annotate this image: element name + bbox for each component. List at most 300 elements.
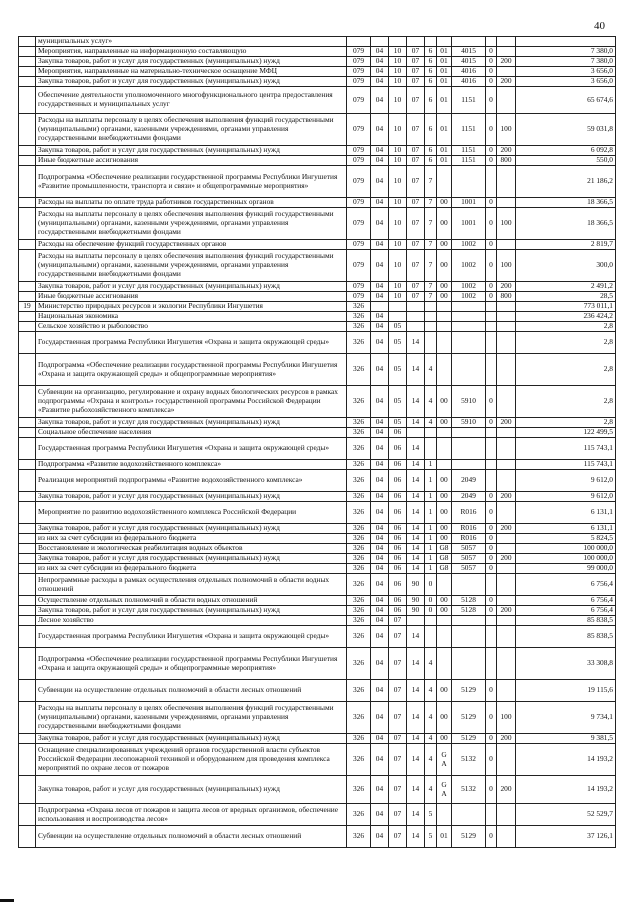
subprogram-code-cell: 6 bbox=[425, 77, 437, 87]
amount-cell: 28,5 bbox=[516, 292, 616, 302]
extra-code-cell: 0 bbox=[486, 744, 497, 776]
expense-name-cell: Субвенции на осуществление отдельных полномочий в области лесных отношений bbox=[36, 680, 347, 702]
table-row bbox=[19, 332, 616, 354]
row-number-cell bbox=[19, 208, 36, 240]
program-code-cell: 14 bbox=[407, 524, 425, 534]
program-code-cell bbox=[407, 322, 425, 332]
program-code-cell: 07 bbox=[407, 47, 425, 57]
amount-cell: 9 612,0 bbox=[516, 492, 616, 502]
subsection-code-cell: 10 bbox=[389, 198, 407, 208]
table-row bbox=[19, 534, 616, 544]
row-number-cell bbox=[19, 332, 36, 354]
program-code-cell: 07 bbox=[407, 208, 425, 240]
direction-code-cell: 1001 bbox=[452, 198, 486, 208]
subprogram-code-cell: 6 bbox=[425, 57, 437, 67]
expense-name-cell: из них за счет субсидии из федерального бюджета bbox=[36, 534, 347, 544]
ministry-code-cell: 326 bbox=[347, 524, 371, 534]
expense-type-code-cell bbox=[497, 744, 516, 776]
section-code-cell: 04 bbox=[371, 146, 389, 156]
expense-name-cell: Закупка товаров, работ и услуг для государственных (муниципальных) нужд bbox=[36, 776, 347, 804]
event-code-cell: 01 bbox=[437, 67, 452, 77]
subprogram-code-cell: 1 bbox=[425, 534, 437, 544]
expense-name-cell: Мероприятия, направленные на информационную составляющую bbox=[36, 47, 347, 57]
event-code-cell: 00 bbox=[437, 502, 452, 524]
subprogram-code-cell: 6 bbox=[425, 87, 437, 114]
extra-code-cell: 0 bbox=[486, 292, 497, 302]
expense-type-code-cell bbox=[497, 428, 516, 438]
amount-cell: 6 756,4 bbox=[516, 574, 616, 596]
direction-code-cell: 5057 bbox=[452, 544, 486, 554]
ministry-code-cell: 326 bbox=[347, 596, 371, 606]
expense-type-code-cell bbox=[497, 438, 516, 460]
expense-name-cell: Подпрограмма «Охрана лесов от пожаров и защита лесов от вредных организмов, обеспечение использования и воспроизводства лесов» bbox=[36, 804, 347, 826]
amount-cell: 6 131,1 bbox=[516, 502, 616, 524]
program-code-cell: 14 bbox=[407, 386, 425, 418]
section-code-cell: 04 bbox=[371, 460, 389, 470]
program-code-cell: 07 bbox=[407, 292, 425, 302]
ministry-code-cell: 079 bbox=[347, 282, 371, 292]
amount-cell: 99 000,0 bbox=[516, 564, 616, 574]
ministry-code-cell: 326 bbox=[347, 648, 371, 680]
section-code-cell: 04 bbox=[371, 322, 389, 332]
row-number-cell: 19 bbox=[19, 302, 36, 312]
program-code-cell: 90 bbox=[407, 606, 425, 616]
subsection-code-cell: 10 bbox=[389, 282, 407, 292]
event-code-cell: 00 bbox=[437, 292, 452, 302]
row-number-cell bbox=[19, 734, 36, 744]
section-code-cell: 04 bbox=[371, 292, 389, 302]
direction-code-cell: 5910 bbox=[452, 386, 486, 418]
expense-type-code-cell: 200 bbox=[497, 57, 516, 67]
expense-name-cell: Восстановление и экологическая реабилитация водных объектов bbox=[36, 544, 347, 554]
amount-cell: 9 612,0 bbox=[516, 470, 616, 492]
expense-type-code-cell bbox=[497, 198, 516, 208]
expense-type-code-cell bbox=[497, 166, 516, 198]
section-code-cell: 04 bbox=[371, 198, 389, 208]
direction-code-cell: 1002 bbox=[452, 282, 486, 292]
table-row bbox=[19, 47, 616, 57]
event-code-cell: G A bbox=[437, 776, 452, 804]
ministry-code-cell: 326 bbox=[347, 302, 371, 312]
subsection-code-cell: 10 bbox=[389, 77, 407, 87]
direction-code-cell bbox=[452, 322, 486, 332]
ministry-code-cell: 326 bbox=[347, 322, 371, 332]
subprogram-code-cell: 6 bbox=[425, 146, 437, 156]
amount-cell: 2,8 bbox=[516, 386, 616, 418]
section-code-cell: 04 bbox=[371, 156, 389, 166]
scan-edge-mark bbox=[0, 899, 14, 902]
subsection-code-cell: 07 bbox=[389, 804, 407, 826]
extra-code-cell bbox=[486, 322, 497, 332]
extra-code-cell: 0 bbox=[486, 534, 497, 544]
expense-name-cell: Подпрограмма «Обеспечение реализации государственной программы Республики Ингушетия «Охрана и защита окружающей среды» и общепрограммные мероприятия» bbox=[36, 648, 347, 680]
expense-name-cell: Закупка товаров, работ и услуг для государственных (муниципальных) нужд bbox=[36, 282, 347, 292]
subprogram-code-cell bbox=[425, 332, 437, 354]
program-code-cell: 14 bbox=[407, 744, 425, 776]
row-number-cell bbox=[19, 492, 36, 502]
expense-type-code-cell bbox=[497, 47, 516, 57]
subsection-code-cell: 07 bbox=[389, 826, 407, 848]
subprogram-code-cell: 7 bbox=[425, 208, 437, 240]
subsection-code-cell: 10 bbox=[389, 114, 407, 146]
row-number-cell bbox=[19, 198, 36, 208]
section-code-cell: 04 bbox=[371, 418, 389, 428]
expense-name-cell: Иные бюджетные ассигнования bbox=[36, 292, 347, 302]
subprogram-code-cell: 0 bbox=[425, 606, 437, 616]
expense-type-code-cell bbox=[497, 502, 516, 524]
row-number-cell bbox=[19, 680, 36, 702]
expense-type-code-cell: 200 bbox=[497, 776, 516, 804]
amount-cell: 7 380,0 bbox=[516, 57, 616, 67]
amount-cell: 773 011,1 bbox=[516, 302, 616, 312]
ministry-code-cell: 326 bbox=[347, 574, 371, 596]
ministry-code-cell: 079 bbox=[347, 57, 371, 67]
amount-cell: 236 424,2 bbox=[516, 312, 616, 322]
row-number-cell bbox=[19, 47, 36, 57]
subprogram-code-cell: 6 bbox=[425, 67, 437, 77]
section-code-cell: 04 bbox=[371, 804, 389, 826]
extra-code-cell bbox=[486, 626, 497, 648]
direction-code-cell: 5129 bbox=[452, 702, 486, 734]
amount-cell: 85 838,5 bbox=[516, 616, 616, 626]
subprogram-code-cell: 4 bbox=[425, 776, 437, 804]
row-number-cell bbox=[19, 37, 36, 47]
row-number-cell bbox=[19, 606, 36, 616]
amount-cell: 9 734,1 bbox=[516, 702, 616, 734]
extra-code-cell: 0 bbox=[486, 198, 497, 208]
table-row bbox=[19, 574, 616, 596]
ministry-code-cell: 326 bbox=[347, 804, 371, 826]
expense-name-cell: Подпрограмма «Обеспечение реализации государственной программы Республики Ингушетия «Охрана и защита окружающей среды» и общепрограммные мероприятия» bbox=[36, 354, 347, 386]
direction-code-cell: 2049 bbox=[452, 470, 486, 492]
section-code-cell: 04 bbox=[371, 250, 389, 282]
program-code-cell: 14 bbox=[407, 460, 425, 470]
subprogram-code-cell bbox=[425, 322, 437, 332]
direction-code-cell: 5128 bbox=[452, 596, 486, 606]
section-code-cell: 04 bbox=[371, 502, 389, 524]
event-code-cell bbox=[437, 616, 452, 626]
section-code-cell: 04 bbox=[371, 564, 389, 574]
section-code-cell: 04 bbox=[371, 282, 389, 292]
ministry-code-cell: 326 bbox=[347, 826, 371, 848]
subsection-code-cell: 06 bbox=[389, 460, 407, 470]
amount-cell: 3 656,0 bbox=[516, 67, 616, 77]
subprogram-code-cell: 7 bbox=[425, 250, 437, 282]
extra-code-cell: 0 bbox=[486, 596, 497, 606]
ministry-code-cell: 326 bbox=[347, 680, 371, 702]
section-code-cell bbox=[371, 37, 389, 47]
amount-cell: 37 126,1 bbox=[516, 826, 616, 848]
direction-code-cell: 5910 bbox=[452, 418, 486, 428]
event-code-cell bbox=[437, 428, 452, 438]
amount-cell: 14 193,2 bbox=[516, 744, 616, 776]
amount-cell: 115 743,1 bbox=[516, 460, 616, 470]
extra-code-cell bbox=[486, 428, 497, 438]
program-code-cell bbox=[407, 37, 425, 47]
expense-name-cell: Мероприятия, направленные на материально-техническое оснащение МФЦ bbox=[36, 67, 347, 77]
expense-name-cell: Закупка товаров, работ и услуг для государственных (муниципальных) нужд bbox=[36, 492, 347, 502]
extra-code-cell: 0 bbox=[486, 240, 497, 250]
ministry-code-cell: 079 bbox=[347, 166, 371, 198]
row-number-cell bbox=[19, 250, 36, 282]
table-row bbox=[19, 502, 616, 524]
extra-code-cell: 0 bbox=[486, 502, 497, 524]
expense-type-code-cell bbox=[497, 564, 516, 574]
extra-code-cell: 0 bbox=[486, 114, 497, 146]
expense-type-code-cell: 200 bbox=[497, 734, 516, 744]
program-code-cell: 07 bbox=[407, 250, 425, 282]
extra-code-cell: 0 bbox=[486, 702, 497, 734]
amount-cell: 2,8 bbox=[516, 354, 616, 386]
subsection-code-cell: 07 bbox=[389, 734, 407, 744]
expense-type-code-cell: 200 bbox=[497, 492, 516, 502]
section-code-cell: 04 bbox=[371, 734, 389, 744]
ministry-code-cell: 326 bbox=[347, 354, 371, 386]
event-code-cell bbox=[437, 302, 452, 312]
subprogram-code-cell: 1 bbox=[425, 492, 437, 502]
event-code-cell: 01 bbox=[437, 114, 452, 146]
expense-name-cell: Субвенции на осуществление отдельных полномочий в области лесных отношений bbox=[36, 826, 347, 848]
subprogram-code-cell: 4 bbox=[425, 418, 437, 428]
amount-cell: 33 308,8 bbox=[516, 648, 616, 680]
program-code-cell: 14 bbox=[407, 492, 425, 502]
direction-code-cell bbox=[452, 166, 486, 198]
direction-code-cell bbox=[452, 574, 486, 596]
row-number-cell bbox=[19, 312, 36, 322]
ministry-code-cell: 079 bbox=[347, 114, 371, 146]
subsection-code-cell: 10 bbox=[389, 57, 407, 67]
expense-name-cell: Закупка товаров, работ и услуг для государственных (муниципальных) нужд bbox=[36, 606, 347, 616]
expense-type-code-cell: 200 bbox=[497, 282, 516, 292]
expense-name-cell: Субвенции на организацию, регулирование и охрану водных биологических ресурсов в рамках подпрограммы «Охрана и контроль» государственной программы Российской Федерации «Развитие рыбохозяйственного комплекса» bbox=[36, 386, 347, 418]
extra-code-cell bbox=[486, 302, 497, 312]
section-code-cell: 04 bbox=[371, 616, 389, 626]
table-row bbox=[19, 198, 616, 208]
row-number-cell bbox=[19, 470, 36, 492]
amount-cell: 2,8 bbox=[516, 332, 616, 354]
ministry-code-cell: 326 bbox=[347, 606, 371, 616]
direction-code-cell bbox=[452, 626, 486, 648]
subprogram-code-cell: 1 bbox=[425, 502, 437, 524]
table-row bbox=[19, 554, 616, 564]
event-code-cell: 00 bbox=[437, 208, 452, 240]
row-number-cell bbox=[19, 418, 36, 428]
section-code-cell: 04 bbox=[371, 596, 389, 606]
event-code-cell: 00 bbox=[437, 492, 452, 502]
table-row bbox=[19, 282, 616, 292]
event-code-cell bbox=[437, 574, 452, 596]
event-code-cell: 00 bbox=[437, 680, 452, 702]
ministry-code-cell: 079 bbox=[347, 240, 371, 250]
table-row bbox=[19, 312, 616, 322]
event-code-cell: G8 bbox=[437, 544, 452, 554]
expense-type-code-cell bbox=[497, 37, 516, 47]
amount-cell: 5 824,5 bbox=[516, 534, 616, 544]
subsection-code-cell: 06 bbox=[389, 470, 407, 492]
ministry-code-cell: 079 bbox=[347, 146, 371, 156]
direction-code-cell bbox=[452, 804, 486, 826]
row-number-cell bbox=[19, 626, 36, 648]
table-row bbox=[19, 470, 616, 492]
direction-code-cell: R016 bbox=[452, 502, 486, 524]
section-code-cell: 04 bbox=[371, 574, 389, 596]
extra-code-cell bbox=[486, 166, 497, 198]
row-number-cell bbox=[19, 57, 36, 67]
extra-code-cell: 0 bbox=[486, 67, 497, 77]
expense-name-cell: Сельское хозяйство и рыболовство bbox=[36, 322, 347, 332]
direction-code-cell: 4016 bbox=[452, 77, 486, 87]
ministry-code-cell: 079 bbox=[347, 208, 371, 240]
extra-code-cell: 0 bbox=[486, 524, 497, 534]
ministry-code-cell: 326 bbox=[347, 626, 371, 648]
expense-name-cell: Социальное обеспечение населения bbox=[36, 428, 347, 438]
expense-type-code-cell bbox=[497, 826, 516, 848]
table-row bbox=[19, 524, 616, 534]
section-code-cell: 04 bbox=[371, 77, 389, 87]
amount-cell: 9 381,5 bbox=[516, 734, 616, 744]
table-row bbox=[19, 596, 616, 606]
event-code-cell: 00 bbox=[437, 734, 452, 744]
program-code-cell: 14 bbox=[407, 438, 425, 460]
budget-table bbox=[18, 36, 616, 848]
event-code-cell: 00 bbox=[437, 702, 452, 734]
subprogram-code-cell: 5 bbox=[425, 826, 437, 848]
expense-type-code-cell bbox=[497, 648, 516, 680]
subsection-code-cell: 10 bbox=[389, 87, 407, 114]
event-code-cell: G8 bbox=[437, 554, 452, 564]
subprogram-code-cell bbox=[425, 37, 437, 47]
row-number-cell bbox=[19, 146, 36, 156]
event-code-cell: 01 bbox=[437, 87, 452, 114]
subsection-code-cell: 06 bbox=[389, 428, 407, 438]
expense-name-cell: Закупка товаров, работ и услуг для государственных (муниципальных) нужд bbox=[36, 734, 347, 744]
expense-name-cell: Расходы на выплаты персоналу в целях обеспечения выполнения функций государственными (муниципальными) органами, казенными учреждениями, органами управления государственными внебюджетными фондами bbox=[36, 702, 347, 734]
subprogram-code-cell: 1 bbox=[425, 470, 437, 492]
program-code-cell: 14 bbox=[407, 418, 425, 428]
expense-name-cell: Непрограммные расходы в рамках осуществления отдельных полномочий в области водных отношений bbox=[36, 574, 347, 596]
program-code-cell: 07 bbox=[407, 57, 425, 67]
direction-code-cell: 1151 bbox=[452, 87, 486, 114]
table-row bbox=[19, 680, 616, 702]
table-row bbox=[19, 616, 616, 626]
amount-cell: 85 838,5 bbox=[516, 626, 616, 648]
table-row bbox=[19, 544, 616, 554]
subsection-code-cell: 05 bbox=[389, 322, 407, 332]
ministry-code-cell: 326 bbox=[347, 470, 371, 492]
event-code-cell bbox=[437, 648, 452, 680]
table-row bbox=[19, 302, 616, 312]
program-code-cell: 07 bbox=[407, 87, 425, 114]
row-number-cell bbox=[19, 354, 36, 386]
event-code-cell: G8 bbox=[437, 564, 452, 574]
extra-code-cell bbox=[486, 312, 497, 322]
program-code-cell: 14 bbox=[407, 776, 425, 804]
extra-code-cell: 0 bbox=[486, 606, 497, 616]
amount-cell bbox=[516, 37, 616, 47]
amount-cell: 59 031,8 bbox=[516, 114, 616, 146]
direction-code-cell: 4015 bbox=[452, 47, 486, 57]
program-code-cell: 14 bbox=[407, 804, 425, 826]
direction-code-cell: 2049 bbox=[452, 492, 486, 502]
event-code-cell: 01 bbox=[437, 156, 452, 166]
expense-name-cell: Осуществление отдельных полномочий в области водных отношений bbox=[36, 596, 347, 606]
program-code-cell: 14 bbox=[407, 564, 425, 574]
subprogram-code-cell: 1 bbox=[425, 544, 437, 554]
ministry-code-cell: 326 bbox=[347, 564, 371, 574]
table-row bbox=[19, 146, 616, 156]
subprogram-code-cell: 6 bbox=[425, 156, 437, 166]
extra-code-cell: 0 bbox=[486, 57, 497, 67]
table-row bbox=[19, 87, 616, 114]
subprogram-code-cell: 0 bbox=[425, 596, 437, 606]
ministry-code-cell: 079 bbox=[347, 67, 371, 77]
event-code-cell bbox=[437, 37, 452, 47]
direction-code-cell: 1002 bbox=[452, 250, 486, 282]
subsection-code-cell: 06 bbox=[389, 574, 407, 596]
subprogram-code-cell: 4 bbox=[425, 354, 437, 386]
program-code-cell: 14 bbox=[407, 534, 425, 544]
ministry-code-cell: 079 bbox=[347, 77, 371, 87]
section-code-cell: 04 bbox=[371, 57, 389, 67]
row-number-cell bbox=[19, 534, 36, 544]
expense-name-cell: Национальная экономика bbox=[36, 312, 347, 322]
event-code-cell bbox=[437, 312, 452, 322]
subsection-code-cell: 05 bbox=[389, 386, 407, 418]
extra-code-cell: 0 bbox=[486, 776, 497, 804]
subprogram-code-cell: 6 bbox=[425, 47, 437, 57]
direction-code-cell bbox=[452, 428, 486, 438]
subprogram-code-cell bbox=[425, 428, 437, 438]
subprogram-code-cell: 1 bbox=[425, 564, 437, 574]
subsection-code-cell: 10 bbox=[389, 47, 407, 57]
extra-code-cell: 0 bbox=[486, 77, 497, 87]
expense-name-cell: Реализация мероприятий подпрограммы «Развитие водохозяйственного комплекса» bbox=[36, 470, 347, 492]
ministry-code-cell: 326 bbox=[347, 312, 371, 322]
subprogram-code-cell bbox=[425, 438, 437, 460]
subprogram-code-cell: 4 bbox=[425, 386, 437, 418]
subsection-code-cell: 06 bbox=[389, 438, 407, 460]
section-code-cell: 04 bbox=[371, 114, 389, 146]
direction-code-cell bbox=[452, 332, 486, 354]
amount-cell: 100 000,0 bbox=[516, 544, 616, 554]
direction-code-cell: 1151 bbox=[452, 156, 486, 166]
expense-type-code-cell bbox=[497, 680, 516, 702]
subprogram-code-cell bbox=[425, 616, 437, 626]
section-code-cell: 04 bbox=[371, 470, 389, 492]
ministry-code-cell: 326 bbox=[347, 460, 371, 470]
subprogram-code-cell bbox=[425, 626, 437, 648]
expense-name-cell: Закупка товаров, работ и услуг для государственных (муниципальных) нужд bbox=[36, 146, 347, 156]
subsection-code-cell bbox=[389, 302, 407, 312]
subsection-code-cell: 06 bbox=[389, 502, 407, 524]
section-code-cell: 04 bbox=[371, 826, 389, 848]
expense-type-code-cell bbox=[497, 574, 516, 596]
amount-cell: 115 743,1 bbox=[516, 438, 616, 460]
amount-cell: 6 131,1 bbox=[516, 524, 616, 534]
extra-code-cell: 0 bbox=[486, 680, 497, 702]
direction-code-cell: 1151 bbox=[452, 146, 486, 156]
page-number: 40 bbox=[594, 20, 605, 32]
expense-type-code-cell: 200 bbox=[497, 554, 516, 564]
subprogram-code-cell: 4 bbox=[425, 744, 437, 776]
expense-name-cell: Расходы на выплаты персоналу в целях обеспечения выполнения функций государственными (муниципальными) органами, казенными учреждениями, органами управления государственными внебюджетными фондами bbox=[36, 208, 347, 240]
table-row bbox=[19, 492, 616, 502]
amount-cell: 19 115,6 bbox=[516, 680, 616, 702]
subsection-code-cell: 06 bbox=[389, 534, 407, 544]
event-code-cell bbox=[437, 354, 452, 386]
expense-type-code-cell bbox=[497, 534, 516, 544]
expense-name-cell: Оснащение специализированных учреждений органов государственной власти субъектов Российской Федерации лесопожарной техникой и оборудованием для проведения комплекса мероприятий по охране лесов от пожаров bbox=[36, 744, 347, 776]
